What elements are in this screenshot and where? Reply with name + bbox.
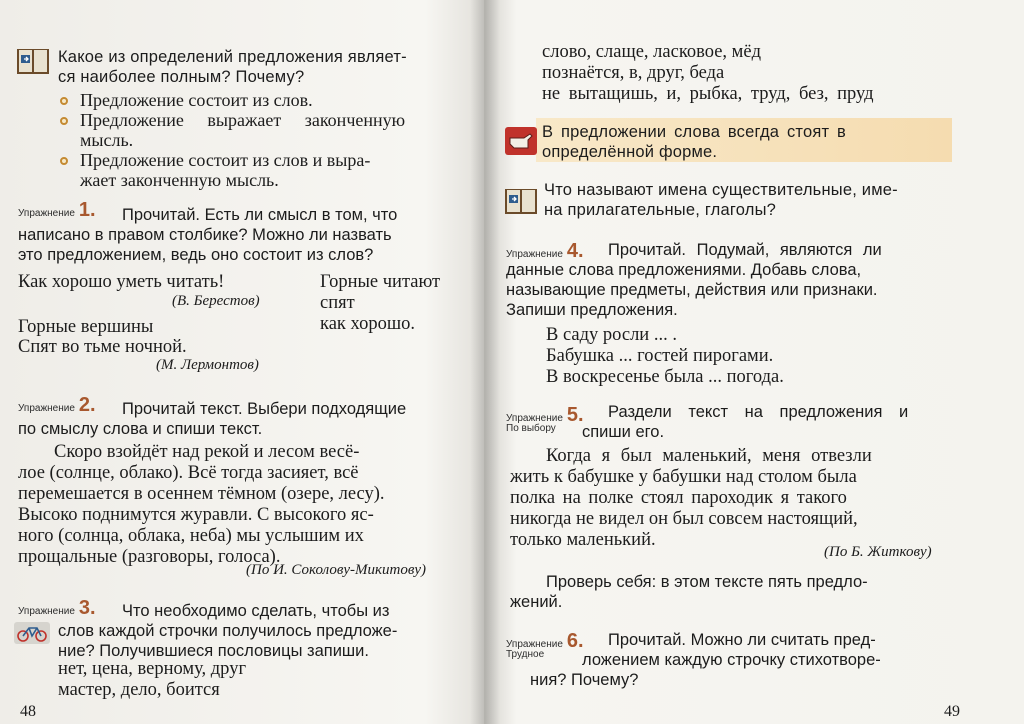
exercise-line: Прочитай. Можно ли считать пред-	[608, 631, 876, 649]
exercise-5-passage	[510, 446, 872, 551]
passage-line: жить к бабушке у бабушки над столом была	[510, 467, 857, 487]
exercise-label: Упражнение	[18, 403, 75, 414]
exercise-line: написано в правом столбике? Можно ли назвать	[18, 226, 392, 244]
exercise-number: 1.	[78, 199, 96, 221]
list-item	[58, 150, 472, 190]
question-line: ся наиболее полным? Почему?	[58, 68, 305, 86]
exercise-label: Упражнение	[506, 639, 563, 650]
exercise-line: ложением каждую строчку стихотворе-	[582, 651, 881, 669]
option-text: Предложение выражает законченную	[80, 110, 406, 130]
book-icon	[504, 186, 538, 216]
exercise-number: 3.	[78, 597, 96, 619]
exercise-3-words	[58, 659, 246, 701]
option-text: жает законченную мысль.	[80, 170, 279, 190]
exercise-line: спиши его.	[582, 423, 665, 441]
options-list	[58, 90, 472, 190]
sentence-line: Бабушка ... гостей пирогами.	[546, 346, 774, 366]
page-number: 49	[944, 703, 960, 720]
exercise-6-text	[506, 630, 881, 690]
passage-line: никогда не видел он был совсем настоящий,	[510, 509, 858, 529]
poem-author: (В. Берестов)	[172, 293, 260, 309]
option-text: Предложение состоит из слов.	[80, 90, 313, 110]
exercise-line: Прочитай. Есть ли смысл в том, что	[122, 206, 398, 224]
poem-line: как хорошо.	[320, 314, 415, 334]
words-line: не вытащишь, и, рыбка, труд, без, пруд	[542, 84, 874, 104]
exercise-line: по смыслу слова и спиши текст.	[18, 420, 263, 438]
bullet-icon	[60, 97, 68, 105]
question-line: Что называют имена существительные, име-	[544, 181, 898, 199]
exercise-label: Упражнение	[18, 606, 75, 617]
passage-line: Когда я был маленький, меня отвезли	[546, 446, 872, 466]
list-item	[58, 110, 472, 150]
book-icon	[16, 46, 50, 76]
bullet-icon	[60, 157, 68, 165]
poem-line: Спят во тьме ночной.	[18, 337, 187, 357]
exercise-label: Упражнение	[506, 413, 563, 424]
poem-line: Горные читают	[320, 272, 441, 292]
exercise-4-text	[506, 240, 882, 320]
self-check-text	[510, 572, 868, 612]
poem-line: Горные вершины	[18, 317, 154, 337]
list-item	[58, 90, 472, 110]
page-number: 48	[20, 703, 36, 720]
words-line: нет, цена, верному, друг	[58, 659, 247, 679]
exercise-line: ние? Получившиеся пословицы запиши.	[58, 642, 369, 660]
option-text: Предложение состоит из слов и выра-	[80, 150, 371, 170]
exercise-line: это предложением, ведь оно состоит из слов?	[18, 246, 374, 264]
passage-line: только маленький.	[510, 530, 656, 550]
passage-line: прощальные (разговоры, голоса).	[18, 547, 281, 567]
exercise-3-text	[18, 601, 397, 661]
passage-line: Высоко поднимутся журавли. С высокого яс-	[18, 505, 374, 525]
exercise-line: Что необходимо сделать, чтобы из	[122, 602, 390, 620]
passage-line: полка на полке стоял пароходик я такого	[510, 488, 847, 508]
exercise-line: ния? Почему?	[530, 671, 639, 689]
rule-text	[542, 122, 846, 162]
sentence-line: В саду росли ... .	[546, 325, 677, 345]
exercise-label: Упражнение	[506, 249, 563, 260]
passage-line: перемешается в осеннем тёмном (озере, лесу).	[18, 484, 385, 504]
option-text: мысль.	[80, 130, 134, 150]
poem-line: Как хорошо уметь читать!	[18, 272, 225, 292]
question-line: на прилагательные, глаголы?	[544, 201, 777, 219]
passage-author: (По Б. Житкову)	[824, 544, 932, 560]
question-definitions	[58, 47, 407, 87]
sentence-line: В воскресенье была ... погода.	[546, 367, 784, 387]
question-line: Какое из определений предложения являет-	[58, 48, 407, 66]
passage-line: ного (солнца, облака, неба) мы услышим их	[18, 526, 364, 546]
exercise-line: Раздели текст на предложения и	[608, 403, 909, 421]
exercise-line: Прочитай текст. Выбери подходящие	[122, 400, 407, 418]
words-line: мастер, дело, боится	[58, 680, 220, 700]
exercise-2-passage	[18, 442, 385, 568]
poem-author: (М. Лермонтов)	[156, 357, 259, 373]
exercise-line: называющие предметы, действия или признаки.	[506, 281, 878, 299]
passage-author: (По И. Соколову-Микитову)	[246, 562, 426, 578]
proverb-words	[542, 42, 874, 105]
exercise-4-sentences	[546, 325, 784, 388]
passage-line: Скоро взойдёт над рекой и лесом весё-	[54, 442, 360, 462]
left-page	[0, 0, 500, 724]
exercise-5-text	[506, 402, 908, 442]
exercise-1-text	[18, 205, 473, 265]
exercise-number: 5.	[566, 404, 584, 426]
pointing-hand-icon	[504, 126, 538, 156]
exercise-line: данные слова предложениями. Добавь слова,	[506, 261, 862, 279]
check-line: жений.	[510, 593, 563, 611]
question-parts-of-speech	[544, 180, 898, 220]
exercise-number: 6.	[566, 630, 584, 652]
exercise-line: Запиши предложения.	[506, 301, 678, 319]
poem-right-column	[320, 272, 440, 335]
exercise-number: 2.	[78, 394, 96, 416]
words-line: познаётся, в, друг, беда	[542, 63, 725, 83]
rule-line: В предложении слова всегда стоят в	[542, 123, 846, 141]
exercise-number: 4.	[566, 240, 584, 262]
poem-line: спят	[320, 293, 355, 313]
words-line: слово, слаще, ласковое, мёд	[542, 42, 761, 62]
exercise-line: Прочитай. Подумай, являются ли	[608, 241, 882, 259]
passage-line: лое (солнце, облако). Всё тогда засияет, всё	[18, 463, 359, 483]
rule-line: определённой форме.	[542, 143, 718, 161]
exercise-2-text	[18, 399, 406, 439]
check-line: Проверь себя: в этом тексте пять предло-	[546, 573, 868, 591]
bullet-icon	[60, 117, 68, 125]
exercise-difficulty: По выбору	[506, 423, 556, 434]
exercise-difficulty: Трудное	[506, 649, 545, 660]
exercise-line: слов каждой строчки получилось предложе-	[58, 622, 398, 640]
exercise-label: Упражнение	[18, 208, 75, 219]
book-spine	[470, 0, 500, 724]
